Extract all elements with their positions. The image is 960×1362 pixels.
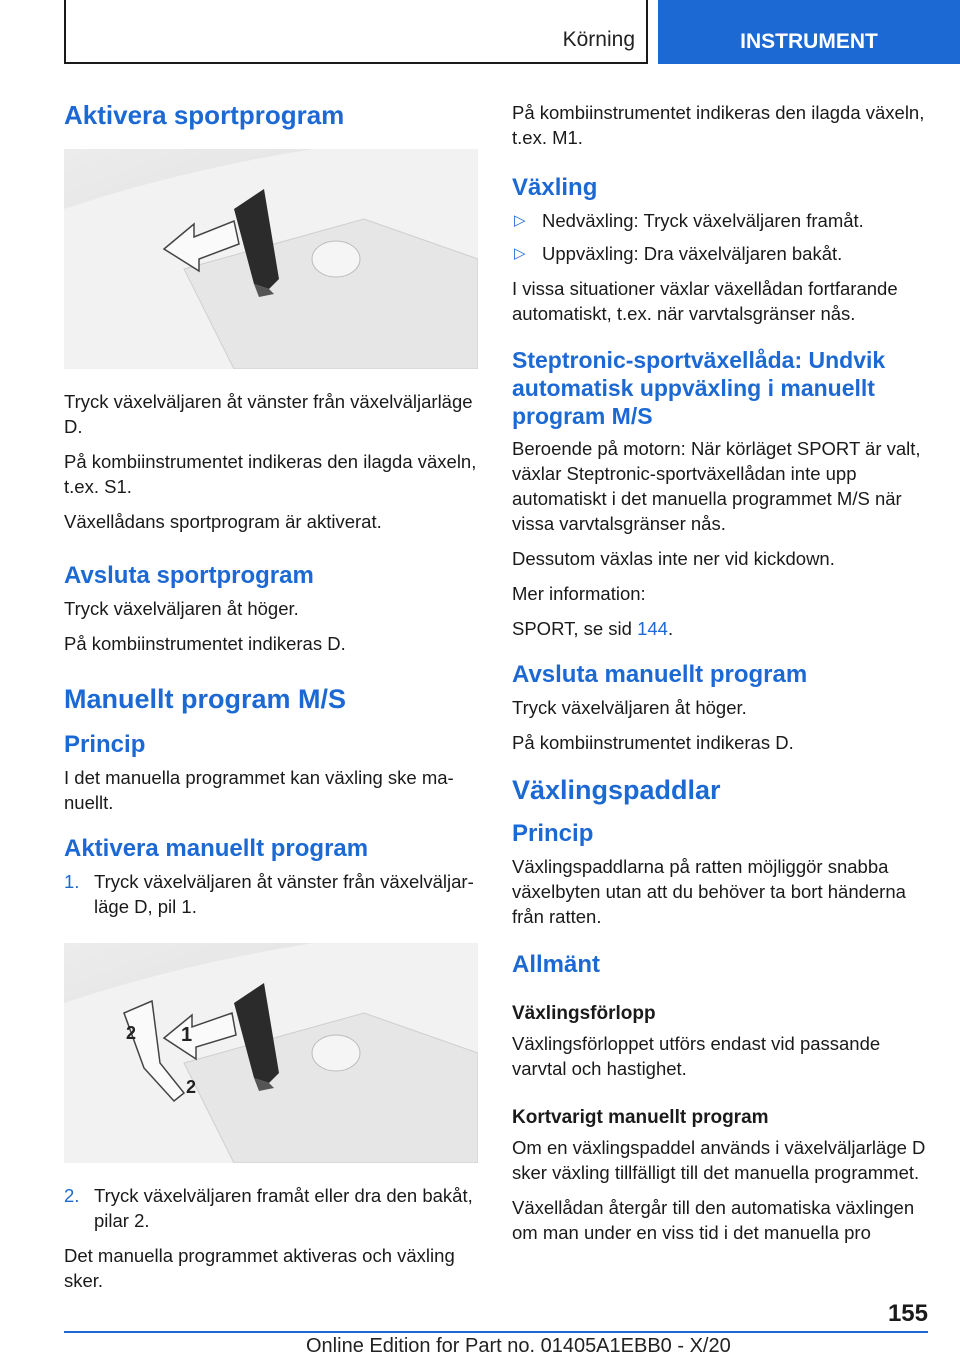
paragraph: Om en växlingspaddel används i växelväljarläge D sker växling tillfälligt till det manuella programmet. bbox=[512, 1137, 926, 1183]
figure-label-2: 2 bbox=[186, 1077, 197, 1097]
step-text: Tryck växelväljaren åt vänster från växelväljarläge D, pil 1. bbox=[94, 871, 474, 917]
text-prefix: SPORT, se sid bbox=[512, 618, 638, 639]
page-link[interactable]: 144 bbox=[637, 618, 668, 639]
paragraph: Tryck växelväljaren åt höger. bbox=[64, 598, 299, 619]
bullet-text: Nedväxling: Tryck växelväljaren framåt. bbox=[542, 210, 864, 231]
paragraph: Dessutom växlas inte ner vid kickdown. bbox=[512, 548, 835, 569]
paragraph: På kombiinstrumentet indikeras den ilagda växeln, t.ex. M1. bbox=[512, 102, 925, 148]
heading-general: Allmänt bbox=[512, 951, 601, 978]
paragraph: På kombiinstrumentet indikeras den ilagda växeln, t.ex. S1. bbox=[64, 451, 477, 497]
heading-exit-sport: Avsluta sportprogram bbox=[64, 562, 314, 589]
bullet-triangle-icon: ▷ bbox=[514, 212, 526, 229]
paragraph: Tryck växelväljaren åt vänster från växelväljarläge D. bbox=[64, 391, 473, 437]
header-frame bbox=[64, 0, 648, 64]
heading-activate-manual: Aktivera manuellt program bbox=[64, 835, 369, 862]
gear-selector-manual-illustration bbox=[64, 943, 478, 1163]
heading-temporary-manual: Kortvarigt manuellt program bbox=[512, 1107, 769, 1128]
bullet-triangle-icon: ▷ bbox=[514, 245, 526, 262]
paragraph: Beroende på motorn: När körläget SPORT är valt, växlar Steptronic-sportväxellådan inte upp automatiskt i det manuella programmet M/S när vissa varvtalsgränser nås. bbox=[512, 438, 921, 534]
paragraph: Växlingsförloppet utförs endast vid passande varvtal och hastighet. bbox=[512, 1033, 881, 1079]
step-text: Tryck växelväljaren framåt eller dra den bakåt, pilar 2. bbox=[94, 1185, 473, 1231]
controller-knob bbox=[312, 1035, 360, 1071]
footer-edition-text: Online Edition for Part no. 01405A1EBB0 - X/20 bbox=[306, 1335, 731, 1357]
paragraph: I vissa situationer växlar växellådan fortfarande automatiskt, t.ex. när varvtalsgränser nås. bbox=[512, 278, 898, 324]
paragraph: Växellådan återgår till den automatiska växlingen om man under en viss tid i det manuella pro bbox=[512, 1197, 915, 1243]
step-list bbox=[64, 869, 478, 919]
heading-exit-manual: Avsluta manuellt program bbox=[512, 661, 808, 688]
step-item bbox=[64, 869, 478, 919]
paragraph-with-link bbox=[512, 616, 928, 641]
paragraph: I det manuella programmet kan växling ske manuellt. bbox=[64, 767, 454, 813]
paragraph: Växlingspaddlarna på ratten möjliggör snabba växelbyten utan att du behöver ta bort händerna från ratten. bbox=[512, 856, 906, 927]
heading-steptronic: Steptronic-sportväxellåda: Undvik automatisk uppväxling i manuellt program M/S bbox=[512, 347, 886, 429]
heading-shift-paddles: Växlingspaddlar bbox=[512, 775, 721, 805]
figure-label-2: 2 bbox=[126, 1023, 137, 1043]
controller-knob bbox=[312, 241, 360, 277]
bullet-list bbox=[512, 208, 928, 266]
step-number: 2. bbox=[64, 1185, 80, 1206]
figure-gear-selector-left bbox=[64, 149, 478, 369]
header-section-title: Körning bbox=[562, 28, 635, 51]
paragraph: Mer information: bbox=[512, 583, 646, 604]
paragraph: Växellådans sportprogram är aktiverat. bbox=[64, 511, 382, 532]
step-item bbox=[64, 1183, 478, 1233]
heading-manual-program: Manuellt program M/S bbox=[64, 684, 347, 714]
bullet-item bbox=[512, 241, 928, 266]
bullet-text: Uppväxling: Dra växelväljaren bakåt. bbox=[542, 243, 843, 264]
paragraph: På kombiinstrumentet indikeras D. bbox=[64, 633, 346, 654]
figure-gear-selector-manual bbox=[64, 943, 478, 1163]
heading-shifting: Växling bbox=[512, 174, 598, 201]
paragraph: Tryck växelväljaren åt höger. bbox=[512, 697, 747, 718]
heading-principle: Princip bbox=[512, 820, 594, 847]
heading-shift-process: Växlingsförlopp bbox=[512, 1003, 656, 1024]
text-suffix: . bbox=[667, 618, 674, 639]
heading-activate-sport: Aktivera sportprogram bbox=[64, 100, 345, 130]
left-column bbox=[64, 100, 478, 1303]
bullet-item bbox=[512, 208, 928, 233]
heading-principle: Princip bbox=[64, 731, 146, 758]
figure-label-1: 1 bbox=[181, 1024, 193, 1046]
step-list bbox=[64, 1183, 478, 1233]
gear-selector-illustration bbox=[64, 149, 478, 369]
step-number: 1. bbox=[64, 871, 80, 892]
paragraph: På kombiinstrumentet indikeras D. bbox=[512, 732, 794, 753]
page-number: 155 bbox=[887, 1300, 928, 1327]
footer-divider bbox=[64, 1331, 928, 1333]
right-column bbox=[512, 100, 928, 1255]
paragraph: Det manuella programmet aktiveras och växling sker. bbox=[64, 1245, 455, 1291]
header-chapter-tab[interactable]: INSTRUMENT bbox=[658, 0, 960, 64]
